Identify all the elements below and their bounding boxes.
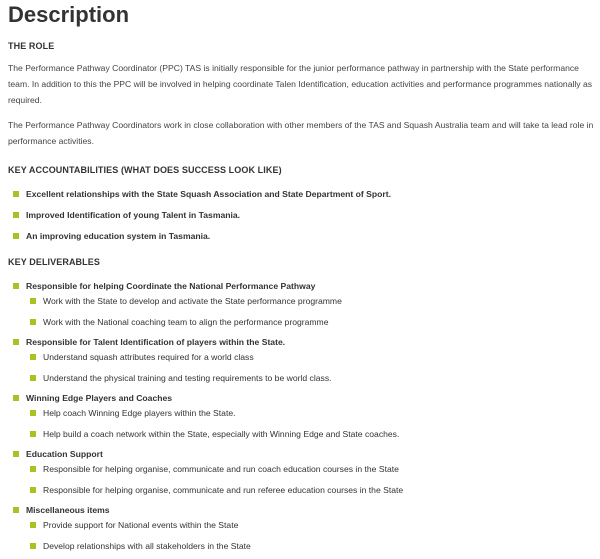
bullet-square-icon (30, 543, 36, 549)
bullet-square-icon (13, 212, 19, 218)
deliverable-group (8, 448, 594, 460)
bullet-square-icon (30, 522, 36, 528)
deliverable-text: Responsible for helping organise, communicate and run referee education courses in the State (43, 485, 404, 495)
list-item (8, 188, 594, 200)
bullet-square-icon (30, 319, 36, 325)
deliverable-group-label: Responsible for helping Coordinate the National Performance Pathway (26, 281, 316, 291)
list-item (8, 484, 594, 496)
deliverables-heading: KEY DELIVERABLES (8, 257, 100, 267)
list-item (8, 351, 594, 363)
deliverable-group (8, 392, 594, 404)
list-item (8, 295, 594, 307)
deliverable-group-label: Responsible for Talent Identification of players within the State. (26, 337, 286, 347)
deliverable-text: Develop relationships with all stakeholders in the State (43, 541, 251, 551)
accountabilities-heading: KEY ACCOUNTABILITIES (WHAT DOES SUCCESS LOOK LIKE) (8, 165, 282, 175)
bullet-square-icon (30, 466, 36, 472)
bullet-square-icon (30, 431, 36, 437)
list-item (8, 209, 594, 221)
list-item (8, 372, 594, 384)
deliverable-text: Understand the physical training and testing requirements to be world class. (43, 373, 332, 383)
accountability-text: Improved Identification of young Talent in Tasmania. (26, 210, 241, 220)
deliverable-text: Help coach Winning Edge players within the State. (43, 408, 236, 418)
accountability-text: An improving education system in Tasmania. (26, 231, 211, 241)
role-paragraph-2: The Performance Pathway Coordinators work in close collaboration with other members of the TAS and Squash Australia team and will take ta lead role in performance activities. (8, 120, 594, 146)
bullet-square-icon (30, 354, 36, 360)
list-item (8, 230, 594, 242)
list-item (8, 428, 594, 440)
list-item (8, 463, 594, 475)
bullet-square-icon (13, 507, 19, 513)
deliverable-group-label: Winning Edge Players and Coaches (26, 393, 173, 403)
role-heading: THE ROLE (8, 41, 55, 51)
role-paragraph-1: The Performance Pathway Coordinator (PPC) TAS is initially responsible for the junior performance pathway in partnership with the State performance team. In addition to this the PPC will be involved in helping coordinate Talen Identification, education activities and performance programmes nationally as required. (8, 63, 593, 105)
bullet-square-icon (30, 410, 36, 416)
bullet-square-icon (30, 487, 36, 493)
bullet-square-icon (13, 233, 19, 239)
deliverable-group (8, 336, 594, 348)
deliverable-text: Responsible for helping organise, communicate and run coach education courses in the State (43, 464, 399, 474)
deliverable-text: Provide support for National events within the State (43, 520, 239, 530)
deliverable-group (8, 504, 594, 516)
deliverable-group (8, 280, 594, 292)
accountability-text: Excellent relationships with the State Squash Association and State Department of Sport. (26, 189, 391, 199)
list-item (8, 519, 594, 531)
bullet-square-icon (13, 339, 19, 345)
bullet-square-icon (13, 395, 19, 401)
list-item (8, 316, 594, 328)
bullet-square-icon (30, 298, 36, 304)
page-title: Description (8, 2, 130, 27)
deliverable-group-label: Miscellaneous items (26, 505, 110, 515)
bullet-square-icon (13, 283, 19, 289)
deliverable-text: Work with the National coaching team to align the performance programme (43, 317, 329, 327)
list-item (8, 407, 594, 419)
list-item (8, 540, 594, 552)
bullet-square-icon (13, 451, 19, 457)
bullet-square-icon (13, 191, 19, 197)
deliverable-text: Understand squash attributes required for a world class (43, 352, 254, 362)
deliverable-text: Help build a coach network within the State, especially with Winning Edge and State coaches. (43, 429, 400, 439)
deliverable-group-label: Education Support (26, 449, 103, 459)
deliverable-text: Work with the State to develop and activate the State performance programme (43, 296, 342, 306)
bullet-square-icon (30, 375, 36, 381)
